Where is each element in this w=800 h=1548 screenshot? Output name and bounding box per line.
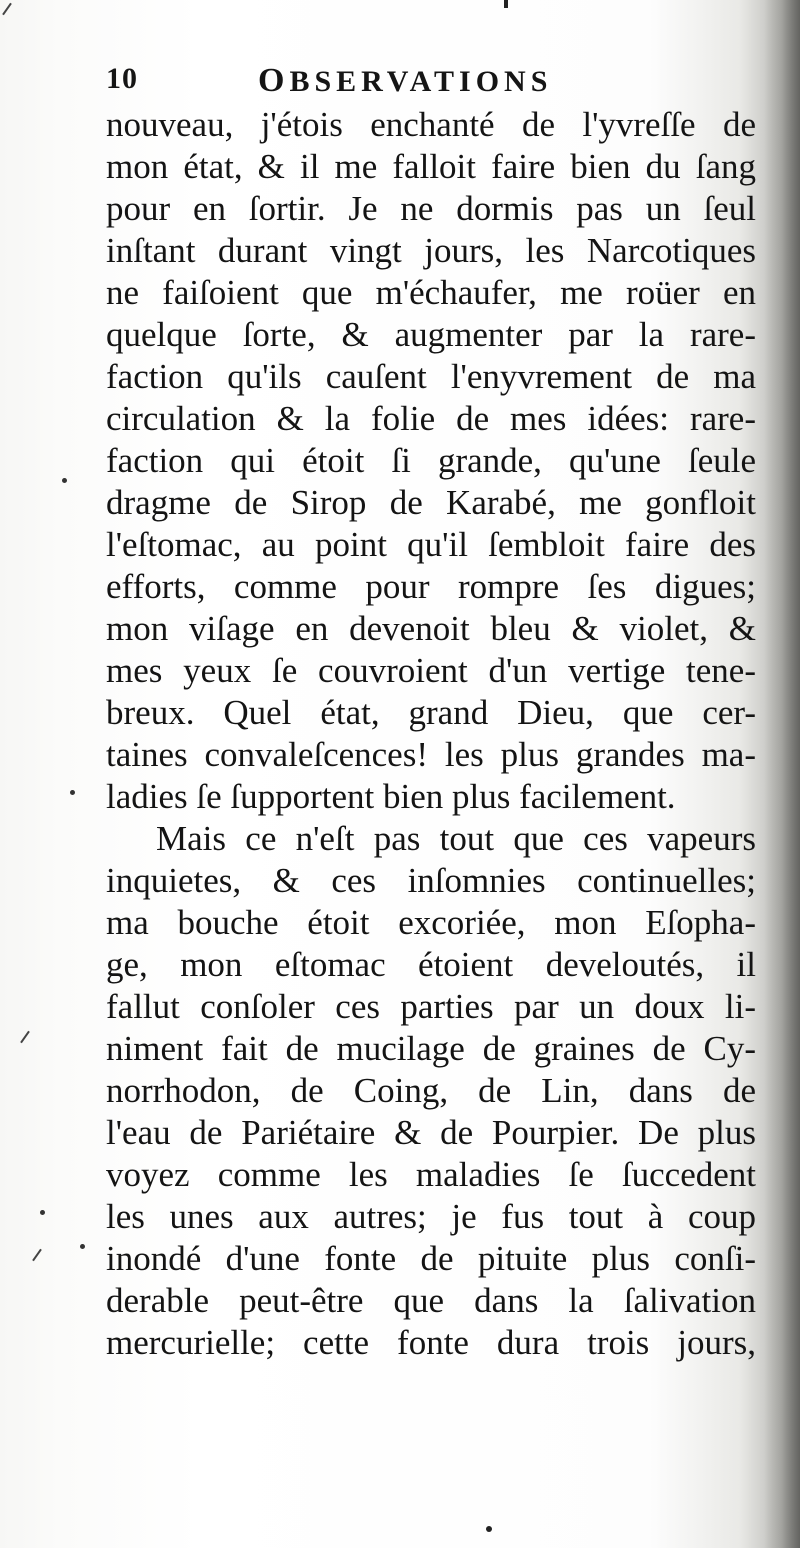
margin-mark <box>32 1249 42 1262</box>
text-line: circulation & la folie de mes idées: rare- <box>106 399 756 438</box>
text-line: norrhodon, de Coing, de Lin, dans de <box>106 1071 756 1110</box>
text-line: niment fait de mucilage de graines de Cy- <box>106 1029 756 1068</box>
running-head-rest: BSERVATIONS <box>289 65 553 98</box>
text-line: efforts, comme pour rompre ſes digues; <box>106 567 756 606</box>
text-line: mon viſage en devenoit bleu & violet, & <box>106 609 756 648</box>
text-line: ge, mon eſtomac étoient develoutés, il <box>106 945 756 984</box>
text-line: inquietes, & ces inſomnies continuelles; <box>106 861 756 900</box>
running-head-initial: O <box>258 62 290 99</box>
margin-mark <box>80 1244 85 1249</box>
paragraph-start-line: Mais ce n'eſt pas tout que ces vapeurs <box>156 819 756 858</box>
page-header <box>106 62 746 108</box>
margin-mark <box>70 790 75 795</box>
text-line: dragme de Sirop de Karabé, me gonfloit <box>106 483 756 522</box>
margin-mark <box>2 3 12 16</box>
text-line: l'eau de Pariétaire & de Pourpier. De plus <box>106 1113 756 1152</box>
text-line: les unes aux autres; je fus tout à coup <box>106 1197 756 1236</box>
print-mark <box>504 0 508 8</box>
running-head <box>258 62 552 100</box>
page-gutter-shadow <box>764 0 800 1548</box>
text-line: ne faiſoient que m'échaufer, me roüer en <box>106 273 756 312</box>
text-line: fallut conſoler ces parties par un doux li- <box>106 987 756 1026</box>
text-line: nouveau, j'étois enchanté de l'yvreſſe de <box>106 105 756 144</box>
print-mark <box>486 1526 492 1532</box>
text-line: mercurielle; cette fonte dura trois jours, <box>106 1323 756 1362</box>
margin-mark <box>40 1210 45 1215</box>
text-line: mon état, & il me falloit faire bien du ſang <box>106 147 756 186</box>
text-line: ma bouche étoit excoriée, mon Eſopha- <box>106 903 756 942</box>
text-line: derable peut-être que dans la ſalivation <box>106 1281 756 1320</box>
text-line: pour en ſortir. Je ne dormis pas un ſeul <box>106 189 756 228</box>
text-line: l'eſtomac, au point qu'il ſembloit faire des <box>106 525 756 564</box>
text-line: breux. Quel état, grand Dieu, que cer- <box>106 693 756 732</box>
page-number: 10 <box>106 62 138 95</box>
margin-mark <box>62 478 67 483</box>
text-line: voyez comme les maladies ſe ſuccedent <box>106 1155 756 1194</box>
body-text <box>106 104 756 1364</box>
margin-mark <box>20 1031 30 1044</box>
text-line: faction qui étoit ſi grande, qu'une ſeule <box>106 441 756 480</box>
text-line: inondé d'une fonte de pituite plus conſi- <box>106 1239 756 1278</box>
text-line: mes yeux ſe couvroient d'un vertige tene- <box>106 651 756 690</box>
text-line: faction qu'ils cauſent l'enyvrement de ma <box>106 357 756 396</box>
text-line: taines convaleſcences! les plus grandes ma- <box>106 735 756 774</box>
text-line: ladies ſe ſupportent bien plus facilement. <box>106 777 676 816</box>
text-line: inſtant durant vingt jours, les Narcotiques <box>106 231 756 270</box>
text-line: quelque ſorte, & augmenter par la rare- <box>106 315 756 354</box>
